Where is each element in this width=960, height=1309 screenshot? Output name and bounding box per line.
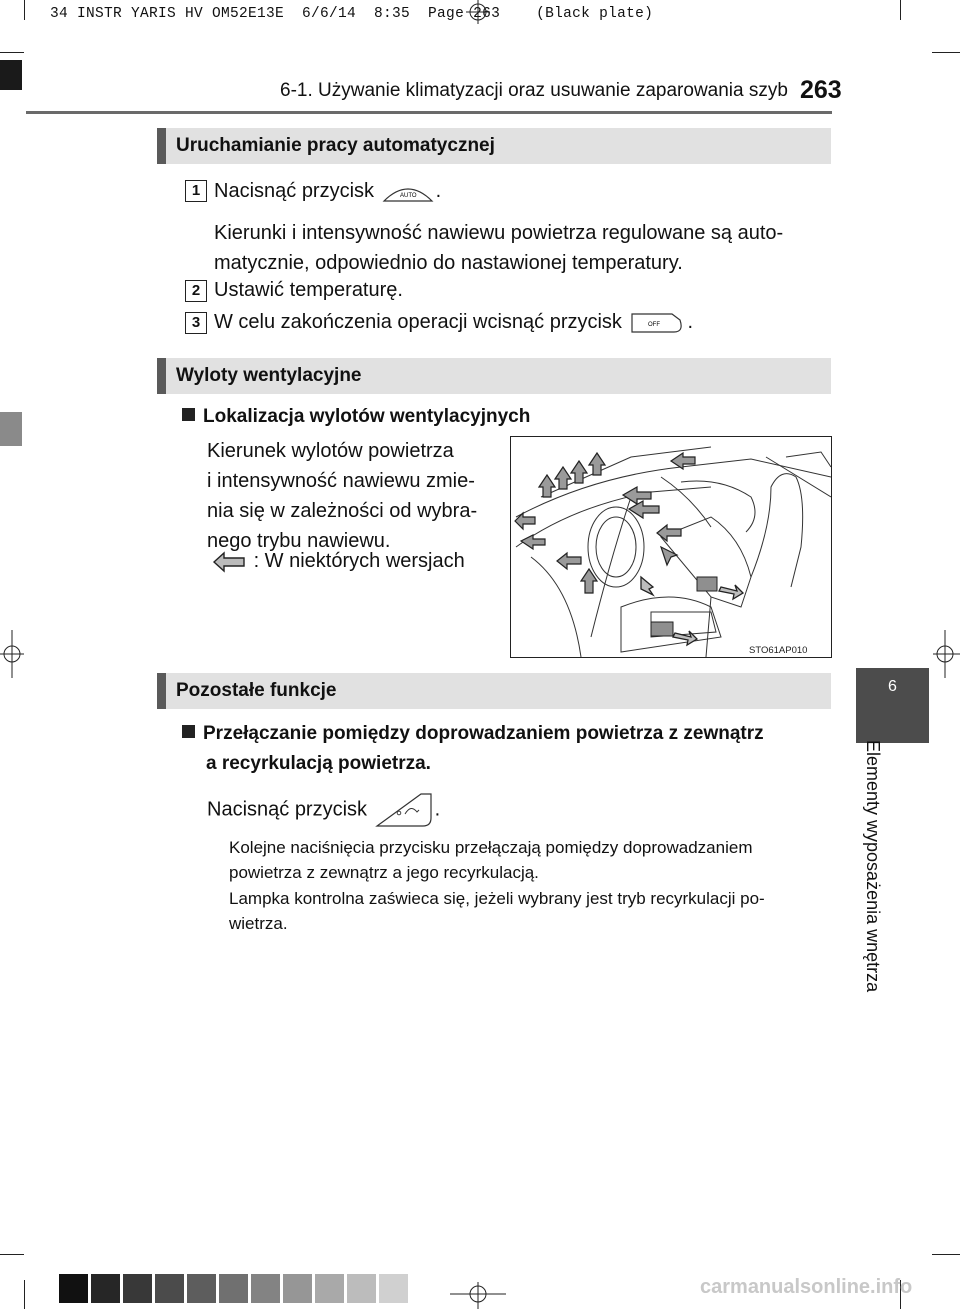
- color-swatch: [379, 1274, 408, 1303]
- vents-body-line: nia się w zależności od wybra-: [207, 500, 478, 522]
- step-2-text: Ustawić temperaturę.: [214, 279, 403, 301]
- note-line: powietrza z zewnątrz a jego recyrkulacją.: [229, 863, 539, 882]
- color-swatch: [187, 1274, 216, 1303]
- section-heading-text: Wyloty wentylacyjne: [176, 365, 362, 386]
- car-interior-drawing: [511, 437, 832, 658]
- note-indicator-light: [229, 886, 829, 936]
- recirculation-instruction: Nacisnąć przycisk .: [207, 790, 440, 830]
- thumb-tab-gray: [0, 412, 22, 446]
- section-heading-text: Uruchamianie pracy automatycznej: [176, 135, 495, 156]
- step-number-1: 1: [185, 180, 207, 202]
- note-recirculation-toggle: [229, 835, 829, 885]
- vents-body-line: Kierunek wylotów powietrza: [207, 440, 454, 462]
- color-swatch: [91, 1274, 120, 1303]
- optional-vent-arrow-icon: [212, 551, 248, 573]
- step-1-text: Nacisnąć przycisk AUTO .: [214, 176, 441, 206]
- color-swatch: [283, 1274, 312, 1303]
- step-1-note: [214, 218, 830, 278]
- vents-body-line: i intensywność nawiewu zmie-: [207, 470, 475, 492]
- step-number-2: 2: [185, 280, 207, 302]
- chapter-tab: [856, 668, 929, 743]
- auto-button-label: AUTO: [399, 192, 417, 199]
- step-1-note-line: Kierunki i intensywność nawiewu powietrza regulowane są auto-: [214, 222, 784, 244]
- section-heading-other: [157, 673, 831, 709]
- step-3-text: W celu zakończenia operacji wcisnąć przycisk OFF .: [214, 307, 693, 337]
- auto-button-icon: [380, 179, 436, 205]
- thumb-tab-top: [0, 60, 22, 90]
- color-swatch: [59, 1274, 88, 1303]
- chapter-number: 6: [888, 678, 897, 695]
- subheading-vent-location: Lokalizacja wylotów wentylacyjnych: [182, 406, 530, 428]
- printer-header: 34 INSTR YARIS HV OM52E13E 6/6/14 8:35 Page 263 (Black plate): [50, 6, 654, 22]
- color-swatch: [123, 1274, 152, 1303]
- bullet-square-icon: [182, 408, 195, 421]
- section-heading-vents: [157, 358, 831, 394]
- off-button-icon: [628, 310, 688, 336]
- recirculation-button-icon: [373, 790, 435, 830]
- page-number: 263: [800, 76, 842, 104]
- chapter-side-label-text: Elementy wyposażenia wnętrza: [863, 740, 883, 993]
- legend-some-versions: : W niektórych wersjach: [212, 546, 465, 576]
- color-swatch: [315, 1274, 344, 1303]
- step-1-note-line: matycznie, odpowiednio do nastawionej temperatury.: [214, 252, 683, 274]
- watermark: carmanualsonline.info: [700, 1276, 913, 1298]
- note-line: wietrza.: [229, 914, 288, 933]
- note-line: Kolejne naciśnięcia przycisku przełączają pomiędzy doprowadzaniem: [229, 838, 753, 857]
- section-heading-text: Pozostałe funkcje: [176, 680, 337, 701]
- page-header-title: 6-1. Używanie klimatyzacji oraz usuwanie zaparowania szyb: [280, 80, 788, 101]
- color-swatch: [251, 1274, 280, 1303]
- vents-body-line: nego trybu nawiewu.: [207, 530, 391, 552]
- vents-body-text: [207, 436, 491, 556]
- header-rule: [26, 111, 832, 114]
- color-swatch: [155, 1274, 184, 1303]
- vent-location-illustration: [510, 436, 832, 658]
- color-swatch: [219, 1274, 248, 1303]
- bullet-square-icon: [182, 725, 195, 738]
- off-button-label: OFF: [647, 321, 660, 328]
- section-heading-automatic: [157, 128, 831, 164]
- step-number-3: 3: [185, 312, 207, 334]
- subheading-recirculation: Przełączanie pomiędzy doprowadzaniem powietrza z zewnątrz a recyrkulacją powietrza.: [182, 719, 764, 779]
- figure-code: STO61AP010: [749, 645, 808, 656]
- color-swatch: [347, 1274, 376, 1303]
- note-line: Lampka kontrolna zaświeca się, jeżeli wybrany jest tryb recyrkulacji po-: [229, 889, 765, 908]
- chapter-side-label: [862, 740, 884, 993]
- subheading-recirculation-line: a recyrkulacją powietrza.: [206, 753, 431, 774]
